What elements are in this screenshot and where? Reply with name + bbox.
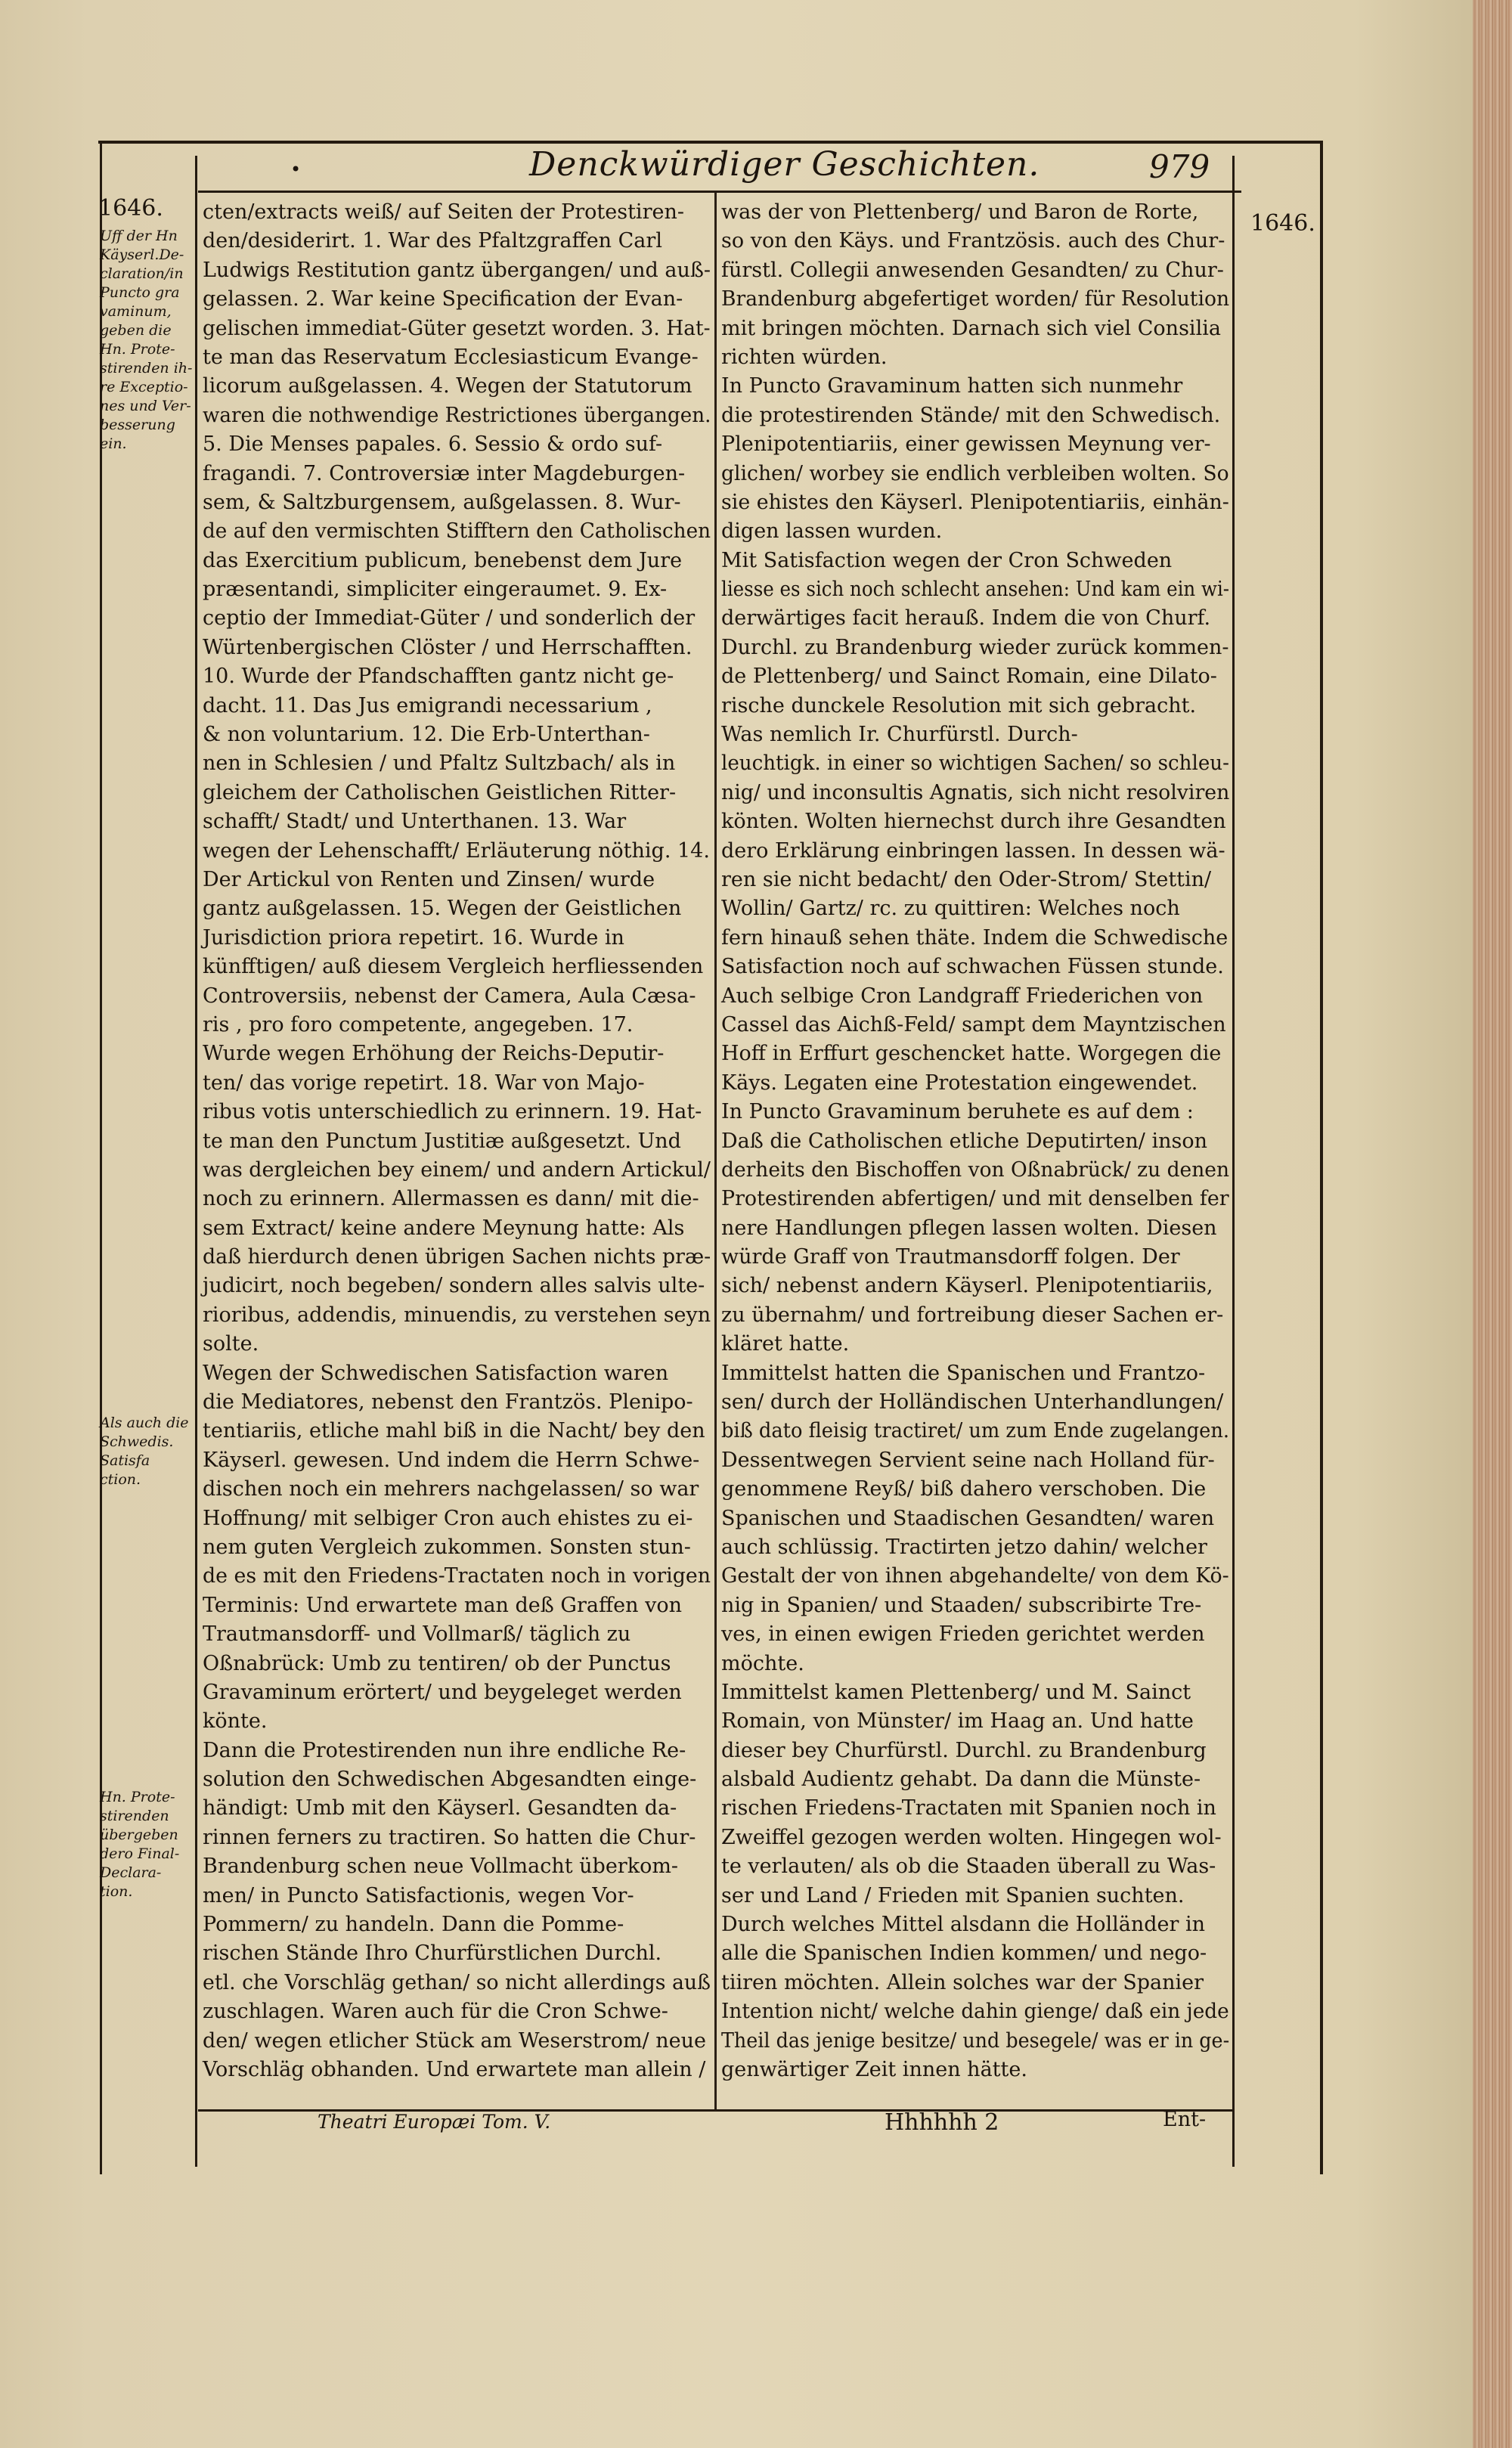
text-line: Wollin/ Gartz/ rc. zu quittiren: Welches noch — [721, 897, 1180, 921]
text-line: derheits den Bischoffen von Oßnabrück/ zu denen — [721, 1157, 1230, 1182]
left-text-column — [203, 198, 711, 2084]
text-line: præsentandi, simpliciter eingeraumet. 9. Ex- — [203, 578, 668, 602]
catchword: Ent- — [1163, 2108, 1207, 2131]
text-line: dischen noch ein mehrers nachgelassen/ so war — [203, 1477, 699, 1501]
text-line: genommene Reyß/ biß dahero verschoben. Die — [721, 1477, 1207, 1501]
text-line: Wurde wegen Erhöhung der Reichs-Deputir- — [203, 1042, 665, 1066]
marginal-line: Hn. Prote- — [100, 341, 175, 358]
marginal-line: Käyserl.De- — [100, 246, 184, 263]
text-line: te verlauten/ als ob die Staaden überall zu Was- — [721, 1855, 1216, 1879]
text-line: alle die Spanischen Indien kommen/ und nego- — [721, 1941, 1207, 1966]
marginal-line: Puncto gra — [100, 284, 180, 301]
text-line: fern hinauß sehen thäte. Indem die Schwedische — [721, 925, 1228, 950]
text-line: würde Graff von Trautmansdorff folgen. Der — [721, 1245, 1180, 1269]
text-line: sie ehistes den Käyserl. Plenipotentiariis, einhän- — [721, 490, 1229, 514]
text-line: Dessentwegen Servient seine nach Holland für- — [721, 1448, 1215, 1472]
marginal-note-final-declaration — [100, 1788, 195, 1901]
text-line: tentiariis, etliche mahl biß in die Nacht/ bey den — [203, 1419, 705, 1443]
marginal-line: ein. — [100, 435, 127, 452]
text-line: liesse es sich noch schlecht ansehen: Und kam ein wi- — [721, 578, 1230, 602]
text-line: gantz außgelassen. 15. Wegen der Geistlichen — [203, 897, 682, 921]
text-line: Gestalt der von ihnen abgehandelte/ von dem Kö- — [721, 1564, 1229, 1588]
text-line: kläret hatte. — [721, 1332, 850, 1356]
text-line: glichen/ worbey sie endlich verbleiben wolten. So — [721, 461, 1229, 485]
marginal-line: Als auch die — [100, 1415, 189, 1431]
marginal-line: tion. — [100, 1883, 133, 1900]
text-line: Der Artickul von Renten und Zinsen/ wurde — [203, 867, 655, 891]
text-line: Vorschläg obhanden. Und erwartete man allein / — [203, 2058, 706, 2081]
text-line: den/ wegen etlicher Stück am Weserstrom/ neue — [203, 2028, 706, 2053]
text-line: ser und Land / Frieden mit Spanien suchten. — [721, 1883, 1185, 1907]
text-line: dero Erklärung einbringen lassen. In dessen wä- — [721, 838, 1225, 863]
text-line: Spanischen und Staadischen Gesandten/ waren — [721, 1506, 1215, 1530]
left-margin-rule — [195, 156, 197, 2167]
text-line: gleichem der Catholischen Geistlichen Ritter- — [203, 780, 677, 804]
text-line: zuschlagen. Waren auch für die Cron Schwe- — [203, 2000, 668, 2024]
text-line: möchte. — [721, 1651, 804, 1675]
text-line: Theil das jenige besitze/ und besegele/ was er in ge- — [721, 2028, 1230, 2053]
text-line: In Puncto Gravaminum beruhete es auf dem : — [721, 1100, 1194, 1124]
text-line: Oßnabrück: Umb zu tentiren/ ob der Punctus — [203, 1651, 671, 1675]
text-line: die Mediatores, nebenst den Frantzös. Plenipo- — [203, 1390, 693, 1415]
text-line: rioribus, addendis, minuendis, zu verstehen seyn — [203, 1303, 711, 1327]
signature-mark: Hhhhhh 2 — [885, 2109, 999, 2136]
text-line: te man den Punctum Justitiæ außgesetzt. Und — [203, 1129, 681, 1153]
year-left: 1646. — [98, 195, 163, 222]
text-line: Dann die Protestirenden nun ihre endliche Re- — [203, 1738, 686, 1762]
text-line: rischen Stände Ihro Churfürstlichen Durchl. — [203, 1941, 662, 1966]
page-edges — [1473, 0, 1512, 2448]
text-line: daß hierdurch denen übrigen Sachen nichts præ- — [203, 1245, 711, 1269]
text-line: Controversiis, nebenst der Camera, Aula Cæsa- — [203, 984, 696, 1008]
text-line: Terminis: Und erwartete man deß Graffen von — [203, 1593, 682, 1617]
text-line: Satisfaction noch auf schwachen Füssen stunde. — [721, 955, 1224, 979]
text-line: gelassen. 2. War keine Specification der Evan- — [203, 287, 683, 311]
text-line: nen in Schlesien / und Pfaltz Sultzbach/ als in — [203, 751, 676, 776]
text-line: nig/ und inconsultis Agnatis, sich nicht resolviren — [721, 780, 1230, 804]
text-line: 10. Wurde der Pfandschafften gantz nicht ge- — [203, 665, 674, 689]
text-line: ren sie nicht bedacht/ den Oder-Strom/ Stettin/ — [721, 867, 1212, 891]
text-line: was dergleichen bey einem/ und andern Artickul/ — [203, 1157, 711, 1182]
text-line: etl. che Vorschläg gethan/ so nicht allerdings auß — [203, 1970, 711, 1994]
marginal-line: Satisfa — [100, 1452, 150, 1469]
text-line: te man das Reservatum Ecclesiasticum Evange- — [203, 345, 699, 369]
text-line: fragandi. 7. Controversiæ inter Magdeburgen- — [203, 461, 686, 485]
text-line: ceptio der Immediat-Güter / und sonderlich der — [203, 606, 696, 631]
text-line: die protestirenden Stände/ mit den Schwedisch. — [721, 403, 1221, 427]
footer-volume-title: Theatri Europæi Tom. V. — [318, 2111, 551, 2133]
text-line: schafft/ Stadt/ und Unterthanen. 13. War — [203, 810, 627, 834]
text-line: de auf den vermischten Stifftern den Catholischen — [203, 519, 711, 544]
text-line: sich/ nebenst andern Käyserl. Plenipotentiariis, — [721, 1274, 1213, 1298]
marginal-line: stirenden ih- — [100, 360, 193, 376]
marginal-line: vaminum, — [100, 303, 172, 320]
text-line: ribus votis unterschiedlich zu erinnern. 19. Hat- — [203, 1100, 702, 1124]
text-line: leuchtigk. in einer so wichtigen Sachen/ so schleu- — [721, 751, 1229, 776]
column-divider — [714, 193, 717, 2109]
page-number: 979 — [1149, 148, 1210, 185]
text-line: Käyserl. gewesen. Und indem die Herrn Schwe- — [203, 1448, 700, 1472]
text-line: Immittelst kamen Plettenberg/ und M. Sainct — [721, 1680, 1191, 1704]
text-line: judicirt, noch begeben/ sondern alles salvis ulte- — [203, 1274, 705, 1298]
text-line: nig in Spanien/ und Staaden/ subscribirte Tre- — [721, 1593, 1202, 1617]
text-line: Cassel das Aichß-Feld/ sampt dem Mayntzischen — [721, 1012, 1226, 1037]
text-line: derwärtiges facit herauß. Indem die von Churf. — [721, 606, 1211, 631]
marginal-line: besserung — [100, 417, 175, 433]
text-line: cten/extracts weiß/ auf Seiten der Protestiren- — [203, 200, 684, 224]
year-right: 1646. — [1250, 210, 1315, 237]
right-margin-rule — [1232, 156, 1235, 2167]
text-line: künfftigen/ auß diesem Vergleich herfliessenden — [203, 955, 704, 979]
marginal-line: re Exceptio- — [100, 379, 188, 395]
text-line: men/ in Puncto Satisfactionis, wegen Vor- — [203, 1883, 634, 1907]
marginal-line: stirenden — [100, 1808, 169, 1824]
text-line: Wegen der Schwedischen Satisfaction waren — [203, 1361, 669, 1385]
marginal-line: Declara- — [100, 1864, 162, 1881]
text-line: biß dato fleisig tractiret/ um zum Ende zugelangen. — [721, 1419, 1230, 1443]
text-line: Durchl. zu Brandenburg wieder zurück kommen- — [721, 635, 1229, 659]
text-line: das Exercitium publicum, benebenst dem Jure — [203, 548, 683, 572]
marginal-line: ction. — [100, 1471, 141, 1488]
right-text-column — [721, 198, 1229, 2084]
text-line: solution den Schwedischen Abgesandten einge- — [203, 1768, 697, 1792]
text-line: ris , pro foro competente, angegeben. 17. — [203, 1012, 634, 1037]
text-line: Mit Satisfaction wegen der Cron Schweden — [721, 548, 1173, 572]
text-line: Würtenbergischen Clöster / und Herrschafften. — [203, 635, 692, 659]
text-line: sem, & Saltzburgensem, außgelassen. 8. Wur- — [203, 490, 681, 514]
text-line: tiiren möchten. Allein solches war der Spanier — [721, 1970, 1204, 1994]
text-line: Romain, von Münster/ im Haag an. Und hatte — [721, 1709, 1194, 1734]
text-line: mit bringen möchten. Darnach sich viel Consilia — [721, 316, 1221, 340]
text-line: ves, in einen ewigen Frieden gerichtet werden — [721, 1622, 1205, 1647]
text-line: Käys. Legaten eine Protestation eingewendet. — [721, 1071, 1198, 1095]
text-line: fürstl. Collegii anwesenden Gesandten/ zu Chur- — [721, 258, 1224, 282]
text-line: richten würden. — [721, 345, 888, 369]
marginal-line: dero Final- — [100, 1845, 180, 1862]
text-line: Brandenburg schen neue Vollmacht überkom- — [203, 1855, 679, 1879]
text-line: noch zu erinnern. Allermassen es dann/ mit die- — [203, 1187, 699, 1211]
marginal-line: übergeben — [100, 1827, 178, 1843]
text-line: Durch welches Mittel alsdann die Holländer in — [721, 1913, 1206, 1937]
text-line: Pommern/ zu handeln. Dann die Pomme- — [203, 1913, 624, 1937]
title-rule — [198, 191, 1241, 193]
text-line: solte. — [203, 1332, 259, 1356]
text-line: nere Handlungen pflegen lassen wolten. Diesen — [721, 1216, 1217, 1240]
text-line: Auch selbige Cron Landgraff Friederichen von — [721, 984, 1204, 1008]
marginal-line: Uff der Hn — [100, 228, 178, 244]
text-line: Was nemlich Ir. Churfürstl. Durch- — [721, 723, 1078, 747]
text-line: sem Extract/ keine andere Meynung hatte: Als — [203, 1216, 685, 1240]
text-line: 5. Die Menses papales. 6. Sessio & ordo suf- — [203, 432, 663, 457]
text-line: Brandenburg abgefertiget worden/ für Resolution — [721, 287, 1230, 311]
marginal-line: Schwedis. — [100, 1433, 174, 1450]
text-line: dieser bey Churfürstl. Durchl. zu Brandenburg — [721, 1738, 1207, 1762]
marginal-note-satisfaction — [100, 1414, 195, 1489]
text-line: könten. Wolten hiernechst durch ihre Gesandten — [721, 810, 1226, 834]
text-line: den/desiderirt. 1. War des Pfaltzgraffen Carl — [203, 229, 662, 253]
text-line: genwärtiger Zeit innen hätte. — [721, 2058, 1027, 2081]
text-line: Daß die Catholischen etliche Deputirten/ inson — [721, 1129, 1207, 1153]
text-line: Gravaminum erörtert/ und beygeleget werden — [203, 1680, 682, 1704]
frame-right-rule — [1320, 141, 1323, 2174]
running-title: Denckwürdiger Geschichten. — [529, 145, 1040, 184]
frame-top-rule — [98, 141, 1323, 144]
text-line: was der von Plettenberg/ und Baron de Rorte, — [721, 200, 1199, 224]
text-line: rinnen ferners zu tractiren. So hatten die Chur- — [203, 1825, 696, 1849]
text-line: dacht. 11. Das Jus emigrandi necessarium , — [203, 693, 652, 717]
text-line: Ludwigs Restitution gantz übergangen/ und auß- — [203, 258, 711, 282]
ornament-dot: • — [290, 159, 302, 180]
text-line: nem guten Vergleich zukommen. Sonsten stun- — [203, 1535, 691, 1559]
text-line: sen/ durch der Holländischen Unterhandlungen/ — [721, 1390, 1224, 1415]
text-line: & non voluntarium. 12. Die Erb-Unterthan- — [203, 723, 650, 747]
marginal-line: nes und Ver- — [100, 398, 191, 414]
text-line: Zweiffel gezogen werden wolten. Hingegen wol- — [721, 1825, 1222, 1849]
text-line: Immittelst hatten die Spanischen und Frantzo- — [721, 1361, 1206, 1385]
text-line: so von den Käys. und Frantzösis. auch des Chur- — [721, 229, 1225, 253]
marginal-line: claration/in — [100, 265, 184, 282]
text-line: auch schlüssig. Tractirten jetzo dahin/ welcher — [721, 1535, 1207, 1559]
text-line: de Plettenberg/ und Sainct Romain, eine Dilato- — [721, 665, 1217, 689]
text-line: Hoff in Erffurt geschencket hatte. Worgegen die — [721, 1042, 1222, 1066]
text-line: licorum außgelassen. 4. Wegen der Statutorum — [203, 374, 692, 398]
text-line: In Puncto Gravaminum hatten sich nunmehr — [721, 374, 1183, 398]
marginal-line: Hn. Prote- — [100, 1789, 175, 1805]
marginal-line: geben die — [100, 322, 172, 339]
text-line: gelischen immediat-Güter gesetzt worden. 3. Hat- — [203, 316, 711, 340]
text-line: Trautmansdorff- und Vollmarß/ täglich zu — [203, 1622, 631, 1647]
text-line: Intention nicht/ welche dahin gienge/ daß ein jede — [721, 2000, 1229, 2024]
text-line: rischen Friedens-Tractaten mit Spanien noch in — [721, 1796, 1216, 1821]
text-line: zu übernahm/ und fortreibung dieser Sachen er- — [721, 1303, 1224, 1327]
text-line: könte. — [203, 1709, 268, 1734]
text-line: Protestirenden abfertigen/ und mit denselben fer — [721, 1187, 1229, 1211]
marginal-note-declaration — [100, 227, 195, 454]
text-line: alsbald Audientz gehabt. Da dann die Münste- — [721, 1768, 1201, 1792]
text-line: Plenipotentiariis, einer gewissen Meynung ver- — [721, 432, 1211, 457]
text-line: Jurisdiction priora repetirt. 16. Wurde in — [203, 925, 624, 950]
text-line: digen lassen wurden. — [721, 519, 943, 544]
text-line: wegen der Lehenschafft/ Erläuterung nöthig. 14. — [203, 838, 710, 863]
text-line: rische dunckele Resolution mit sich gebracht. — [721, 693, 1197, 717]
text-line: ten/ das vorige repetirt. 18. War von Majo- — [203, 1071, 645, 1095]
text-line: händigt: Umb mit den Käyserl. Gesandten da- — [203, 1796, 677, 1821]
text-line: waren die nothwendige Restrictiones übergangen. — [203, 403, 711, 427]
text-line: Hoffnung/ mit selbiger Cron auch ehistes zu ei- — [203, 1506, 693, 1530]
text-line: de es mit den Friedens-Tractaten noch in vorigen — [203, 1564, 711, 1588]
